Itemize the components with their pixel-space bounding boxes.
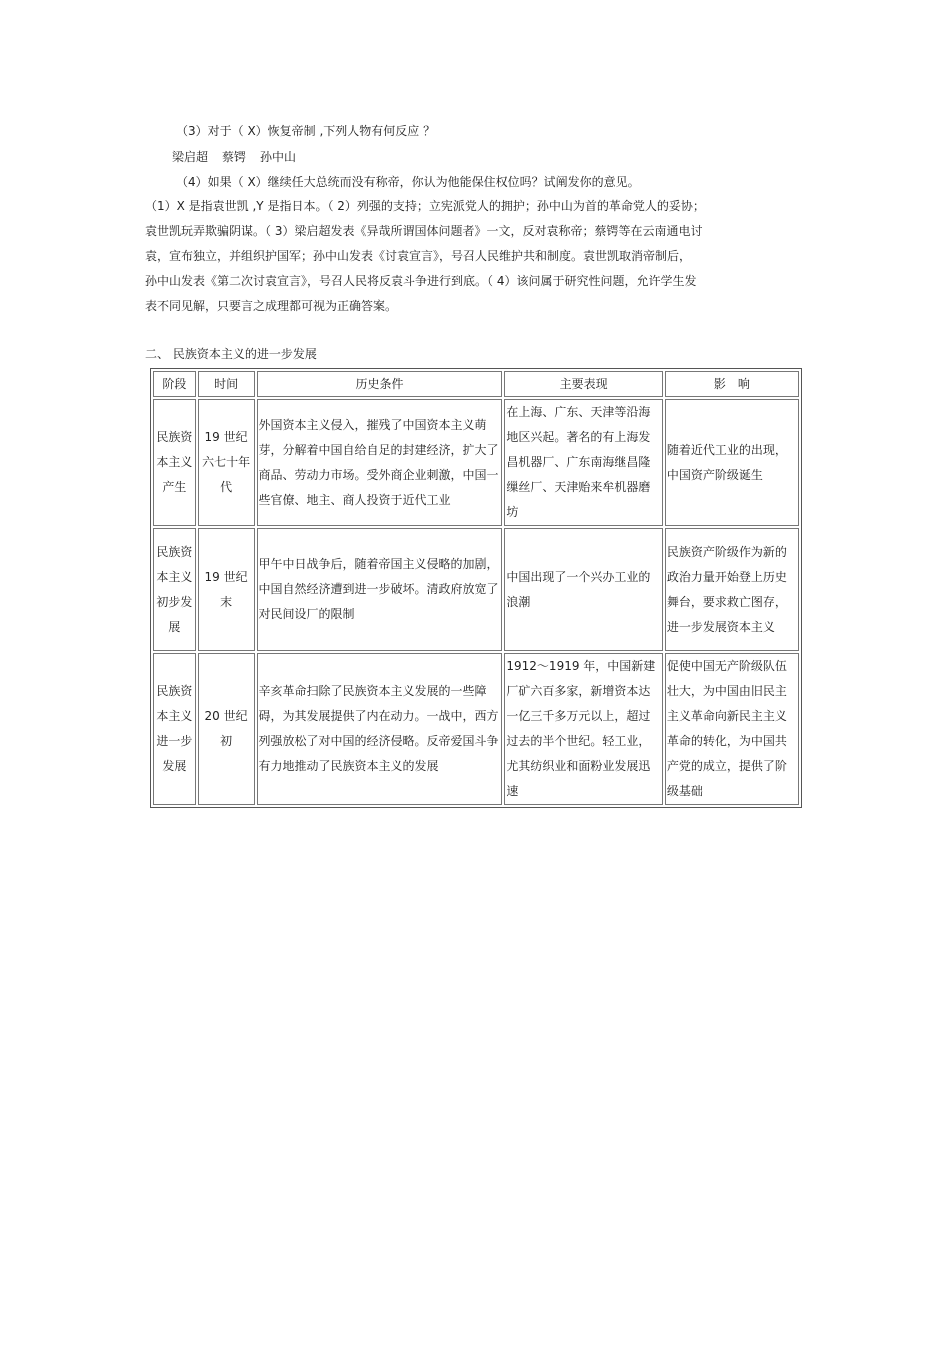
person-sun-zhongshan: 孙中山 (260, 150, 297, 164)
answer-line-4: 孙中山发表《第二次讨袁宣言》，号召人民将反袁斗争进行到底。（ 4）该问属于研究性问题，允许学生发 (145, 274, 697, 288)
cell-main: 中国出现了一个兴办工业的浪潮 (504, 528, 662, 651)
section-title: 二、 民族资本主义的进一步发展 (145, 347, 317, 361)
cell-time: 19 世纪六七十年代 (198, 399, 255, 526)
cell-stage: 民族资本主义进一步发展 (153, 653, 196, 805)
table-header-row (153, 371, 799, 397)
cell-main: 在上海、广东、天津等沿海地区兴起。著名的有上海发昌机器厂、广东南海继昌隆缫丝厂、天津贻来牟机器磨坊 (504, 399, 662, 526)
person-liang-qichao: 梁启超 (172, 150, 209, 164)
cell-time: 20 世纪初 (198, 653, 255, 805)
cell-main: 1912～1919 年，中国新建厂矿六百多家，新增资本达一亿三千多万元以上，超过过去的半个世纪。轻工业，尤其纺织业和面粉业发展迅速 (504, 653, 662, 805)
header-time: 时间 (198, 371, 255, 397)
cell-condition: 甲午中日战争后，随着帝国主义侵略的加剧，中国自然经济遭到进一步破坏。清政府放宽了对民间设厂的限制 (257, 528, 503, 651)
table-row (153, 528, 799, 651)
header-condition: 历史条件 (257, 371, 503, 397)
cell-effect: 随着近代工业的出现，中国资产阶级诞生 (665, 399, 799, 526)
question-4: （4）如果（ X）继续任大总统而没有称帝，你认为他能保住权位吗？试阐发你的意见。 (176, 175, 640, 189)
cell-effect: 促使中国无产阶级队伍壮大，为中国由旧民主主义革命向新民主主义革命的转化，为中国共产党的成立，提供了阶级基础 (665, 653, 799, 805)
header-stage: 阶段 (153, 371, 196, 397)
answer-line-5: 表不同见解，只要言之成理都可视为正确答案。 (145, 299, 398, 313)
answer-line-3: 袁，宣布独立，并组织护国军；孙中山发表《讨袁宣言》，号召人民维护共和制度。袁世凯取消帝制后， (145, 249, 692, 263)
cell-condition: 辛亥革命扫除了民族资本主义发展的一些障碍，为其发展提供了内在动力。一战中，西方列强放松了对中国的经济侵略。反帝爱国斗争有力地推动了民族资本主义的发展 (257, 653, 503, 805)
person-cai-e: 蔡锷 (222, 150, 247, 164)
cell-time: 19 世纪末 (198, 528, 255, 651)
question-3: （3）对于（ X）恢复帝制 ,下列人物有何反应 ？ (176, 124, 436, 138)
header-effect: 影 响 (665, 371, 799, 397)
persons-line (172, 149, 296, 165)
table-row (153, 399, 799, 526)
answer-line-2: 袁世凯玩弄欺骗阴谋。（ 3）梁启超发表《异哉所谓国体问题者》一文，反对袁称帝；蔡锷等在云南通电讨 (145, 224, 703, 238)
answer-line-1: （1）X 是指袁世凯 ,Y 是指日本。（ 2）列强的支持；立宪派党人的拥护；孙中山为首的革命党人的妥协； (145, 199, 705, 213)
history-table (150, 368, 802, 808)
cell-condition: 外国资本主义侵入，摧残了中国资本主义萌芽，分解着中国自给自足的封建经济，扩大了商品、劳动力市场。受外商企业刺激，中国一些官僚、地主、商人投资于近代工业 (257, 399, 503, 526)
header-main: 主要表现 (504, 371, 662, 397)
table-row (153, 653, 799, 805)
cell-stage: 民族资本主义初步发展 (153, 528, 196, 651)
cell-stage: 民族资本主义产生 (153, 399, 196, 526)
cell-effect: 民族资产阶级作为新的政治力量开始登上历史舞台，要求救亡图存，进一步发展资本主义 (665, 528, 799, 651)
